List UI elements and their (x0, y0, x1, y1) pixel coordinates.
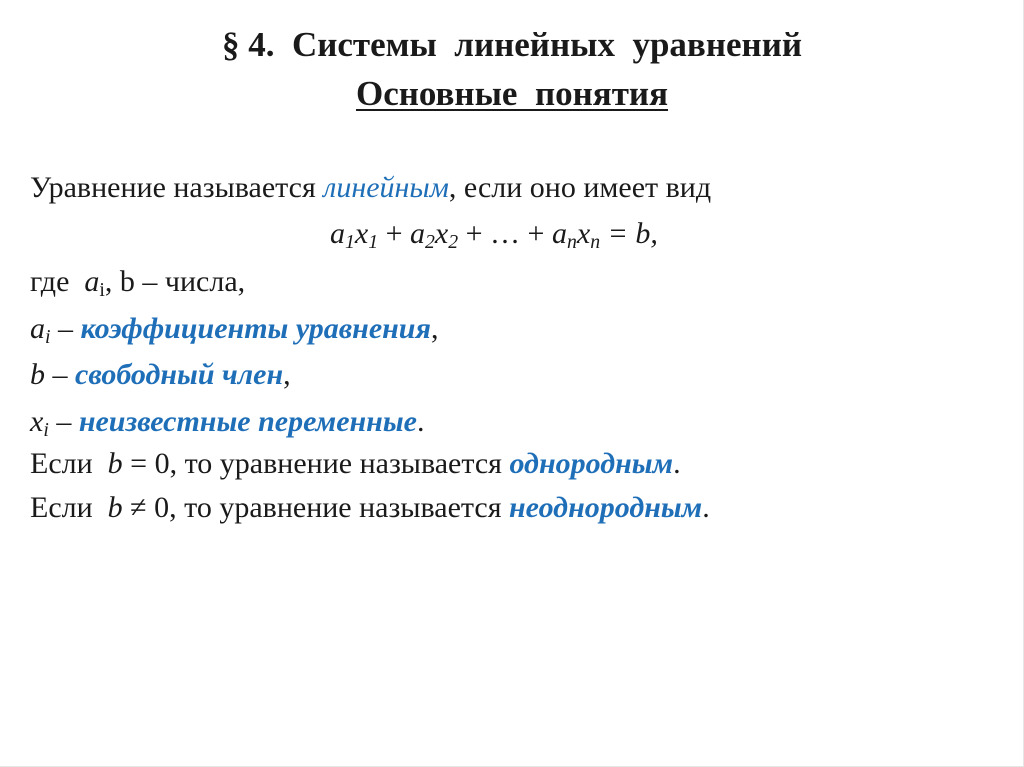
homogeneous-line: Если b = 0, то уравнение называется однородным. (30, 447, 681, 480)
coefficients-line: $a_i$ – коэффициенты уравнения, (30, 312, 439, 348)
free-term-line: b – свободный член, (30, 358, 291, 391)
linear-equation: $a_1x_1 + a_2x_2$ + … + $a_nx_n = b$, (330, 217, 658, 253)
term-linear: линейным (323, 171, 449, 204)
slide-subtitle: Основные понятия (355, 74, 669, 113)
where-line: где $a_i$, b – числа, (30, 265, 246, 301)
term-inhomogeneous: неоднородным (509, 491, 703, 524)
unknowns-line: $x_i$ – неизвестные переменные. (30, 405, 425, 441)
intro-line: Уравнение называется линейным, если оно имеет вид (30, 171, 712, 204)
term-unknowns: неизвестные переменные (78, 405, 417, 438)
slide-title: § 4. Системы линейных уравнений (221, 25, 803, 64)
term-homogeneous: однородным (509, 447, 674, 480)
term-free: свободный член (75, 358, 284, 391)
inhomogeneous-line: Если b ≠ 0, то уравнение называется неоднородным. (30, 491, 710, 524)
term-coefficients: коэффициенты уравнения (80, 312, 431, 345)
